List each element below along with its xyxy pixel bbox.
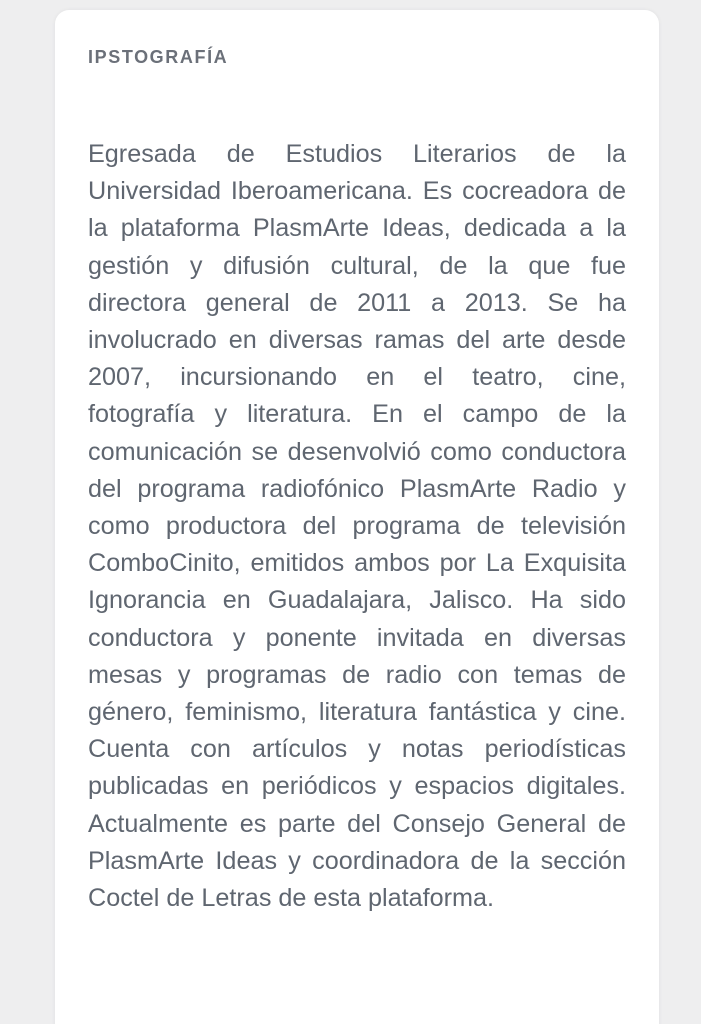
card-title: IPSTOGRAFÍA [88, 47, 229, 67]
biography-text: Egresada de Estudios Literarios de la Universidad Iberoamericana. Es cocreadora de la plataforma PlasmArte Ideas, dedicada a la gestión y difusión cultural, de la que fue directora general de 2011 a 2013. Se ha involucrado en diversas ramas del arte desde 2007, incursionando en el teatro, cine, fotografía y literatura. En el campo de la comunicación se desenvolvió como conductora del programa radiofónico PlasmArte Radio y como productora del programa de televisión ComboCinito, emitidos ambos por La Exquisita Ignorancia en Guadalajara, Jalisco. Ha sido conductora y ponente invitada en diversas mesas y programas de radio con temas de género, feminismo, literatura fantástica y cine. Cuenta con artículos y notas periodísticas publicadas en periódicos y espacios digitales. Actualmente es parte del Consejo General de PlasmArte Ideas y coordinadora de la sección Coctel de Letras de esta plataforma. [88, 140, 626, 913]
biography-card [55, 10, 659, 1024]
